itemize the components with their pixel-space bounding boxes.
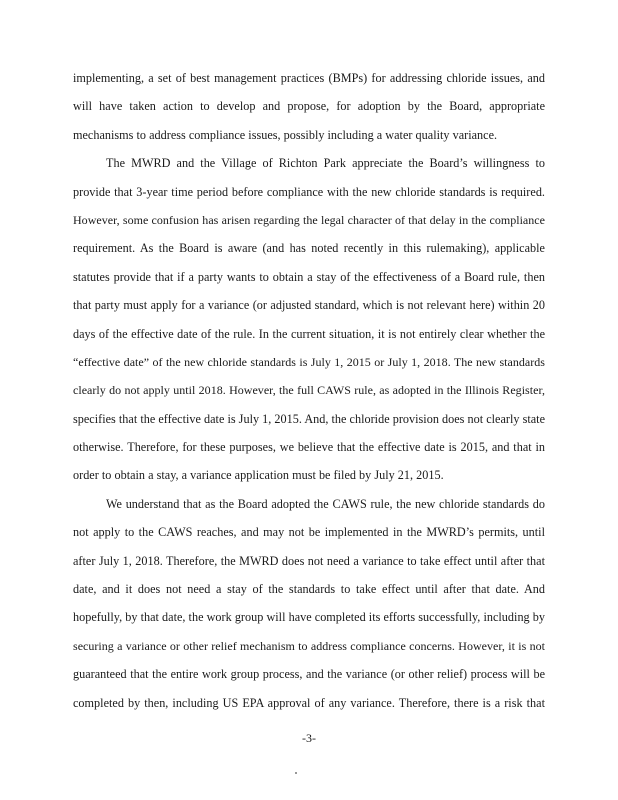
- text-line: after July 1, 2018. Therefore, the MWRD does not need a variance to take effect until after that: [73, 553, 545, 568]
- text-line: provide that 3-year time period before compliance with the new chloride standards is required.: [73, 184, 545, 199]
- paragraph-3: [73, 490, 545, 717]
- text-line: securing a variance or other relief mechanism to address compliance concerns. However, it is not: [73, 638, 545, 653]
- text-line: However, some confusion has arisen regarding the legal character of that delay in the compliance: [73, 212, 545, 227]
- scan-speck: [295, 772, 297, 774]
- text-line: statutes provide that if a party wants to obtain a stay of the effectiveness of a Board rule, then: [73, 269, 545, 284]
- text-line: not apply to the CAWS reaches, and may not be implemented in the MWRD’s permits, until: [73, 525, 545, 540]
- text-line: days of the effective date of the rule. In the current situation, it is not entirely clear whether the: [73, 326, 545, 341]
- text-line: implementing, a set of best management practices (BMPs) for addressing chloride issues, and: [73, 71, 545, 85]
- text-line: The MWRD and the Village of Richton Park appreciate the Board’s willingness to: [106, 156, 545, 171]
- text-line: mechanisms to address compliance issues, possibly including a water quality variance.: [73, 127, 498, 142]
- text-line: specifies that the effective date is July 1, 2015. And, the chloride provision does not clearly state: [73, 411, 545, 426]
- text-line: otherwise. Therefore, for these purposes, we believe that the effective date is 2015, and that in: [73, 440, 545, 455]
- text-line: completed by then, including US EPA approval of any variance. Therefore, there is a risk that: [73, 695, 545, 710]
- text-line: We understand that as the Board adopted the CAWS rule, the new chloride standards do: [106, 496, 545, 511]
- paragraph-2: [73, 149, 545, 490]
- body-text: [73, 64, 545, 717]
- page-number: -3-: [302, 731, 316, 745]
- text-line: hopefully, by that date, the work group will have completed its efforts successfully, including by: [73, 610, 545, 625]
- text-line: date, and it does not need a stay of the standards to take effect until after that date. And: [73, 582, 545, 597]
- text-line: will have taken action to develop and propose, for adoption by the Board, appropriate: [73, 99, 545, 114]
- paragraph-1: [73, 64, 545, 149]
- text-line: order to obtain a stay, a variance application must be filed by July 21, 2015.: [73, 468, 444, 483]
- text-line: that party must apply for a variance (or adjusted standard, which is not relevant here) within 20: [73, 298, 545, 313]
- text-line: guaranteed that the entire work group process, and the variance (or other relief) process will be: [73, 667, 545, 682]
- text-line: clearly do not apply until 2018. However, the full CAWS rule, as adopted in the Illinois Register,: [73, 383, 545, 398]
- text-line: requirement. As the Board is aware (and has noted recently in this rulemaking), applicable: [73, 241, 545, 256]
- text-line: “effective date” of the new chloride standards is July 1, 2015 or July 1, 2018. The new standards: [73, 354, 545, 369]
